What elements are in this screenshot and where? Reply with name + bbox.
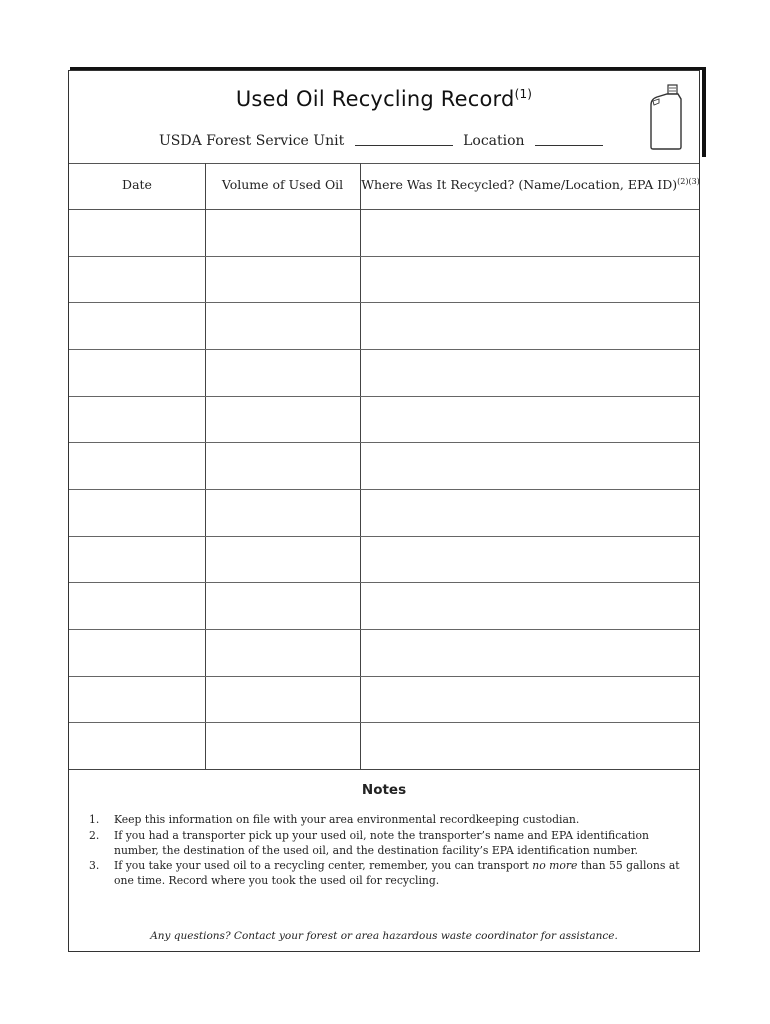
recycling-record-form bbox=[68, 70, 700, 952]
form-title: Used Oil Recycling Record$^{(1)}$ bbox=[235, 87, 533, 111]
column-divider bbox=[360, 163, 361, 769]
location-field[interactable] bbox=[535, 145, 603, 146]
notes-footer: Any questions? Contact your forest or area hazardous waste coordinator for assistance. bbox=[150, 930, 618, 942]
form-header bbox=[69, 71, 699, 164]
table-row-divider bbox=[69, 396, 699, 397]
table-row-divider bbox=[69, 629, 699, 630]
column-header-date: Date bbox=[122, 177, 152, 192]
notes-title: Notes bbox=[361, 782, 407, 798]
table-row-divider bbox=[69, 536, 699, 537]
unit-label: USDA Forest Service Unit bbox=[158, 133, 345, 149]
table-row-divider bbox=[69, 349, 699, 350]
column-header-volume: Volume of Used Oil bbox=[221, 177, 344, 192]
form-subline bbox=[69, 133, 699, 149]
column-divider bbox=[205, 163, 206, 769]
location-label: Location bbox=[463, 133, 525, 149]
table-row-divider bbox=[69, 722, 699, 723]
table-row-divider bbox=[69, 442, 699, 443]
table-row-divider bbox=[69, 489, 699, 490]
column-header-recycled-where: Where Was It Recycled? (Name/Location, EPA ID)$^{(2)(3)}$ bbox=[361, 177, 700, 192]
table-row-divider bbox=[69, 256, 699, 257]
table-row-divider bbox=[69, 676, 699, 677]
table-header bbox=[69, 163, 699, 210]
unit-field[interactable] bbox=[355, 145, 453, 146]
table-row-divider bbox=[69, 302, 699, 303]
notes-section: Notes 1. Keep this information on file with your area environmental recordkeeping custodian. 2. If you had a transporter pick up your used oil, note the transporter’s name and EPA identification number, the destination of the used oil, and the destination facility’s EPA identification number. 3. If you take your used oil to a recycling center, remember, you can transport no more than 55 gallons at one time. Record where you took the used oil for recycling. Any questions? Contact your forest or area hazardous waste coordinator for assistance. bbox=[69, 769, 699, 954]
oil-bottle-icon bbox=[645, 83, 685, 151]
form-shadow-right bbox=[702, 67, 706, 157]
table-row-divider bbox=[69, 582, 699, 583]
